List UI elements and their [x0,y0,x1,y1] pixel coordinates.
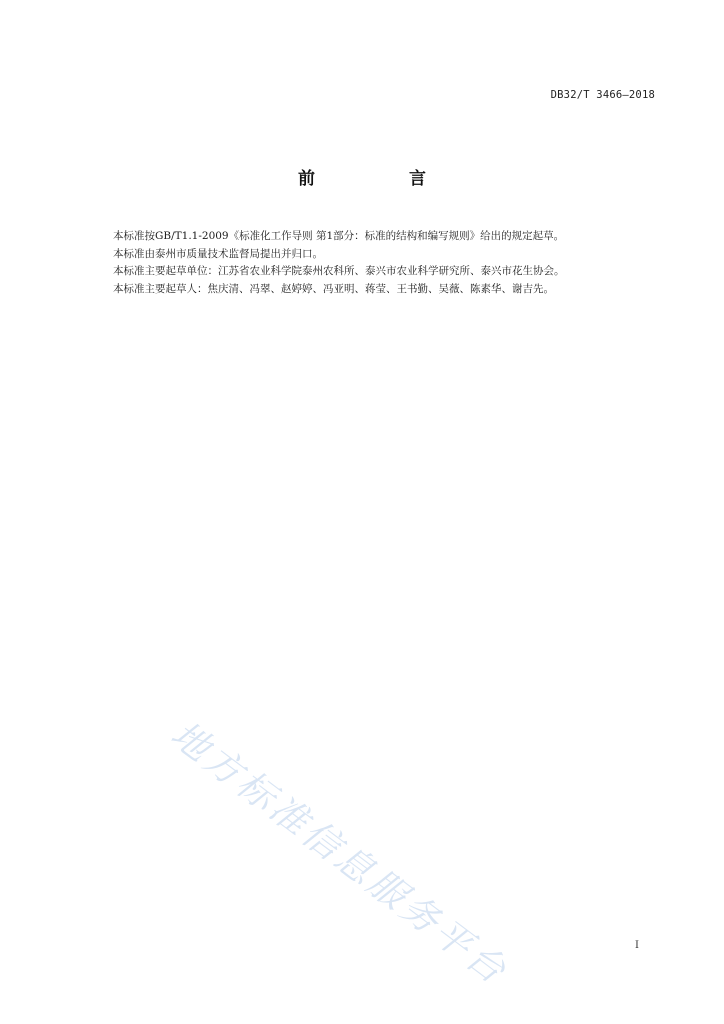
foreword-body [113,228,673,298]
paragraph-drafting-units: 本标准主要起草单位：江苏省农业科学院泰州农科所、泰兴市农业科学研究所、泰兴市花生协会。 [113,265,565,277]
page-title: 前 言 [298,169,470,189]
page-number: I [635,940,639,951]
paragraph-drafters: 本标准主要起草人：焦庆清、冯翠、赵婷婷、冯亚明、蒋莹、王书勤、吴薇、陈素华、谢吉先。 [113,282,554,295]
watermark: 地方标准信息服务平台 [162,712,517,994]
paragraph-proposer: 本标准由泰州市质量技术监督局提出并归口。 [113,247,323,260]
standard-code: DB32/T 3466—2018 [550,89,655,101]
paragraph-drafting-rules: 本标准按GB/T1.1-2009《标准化工作导则 第1部分：标准的结构和编写规则》给出的规定起草。 [113,230,565,242]
